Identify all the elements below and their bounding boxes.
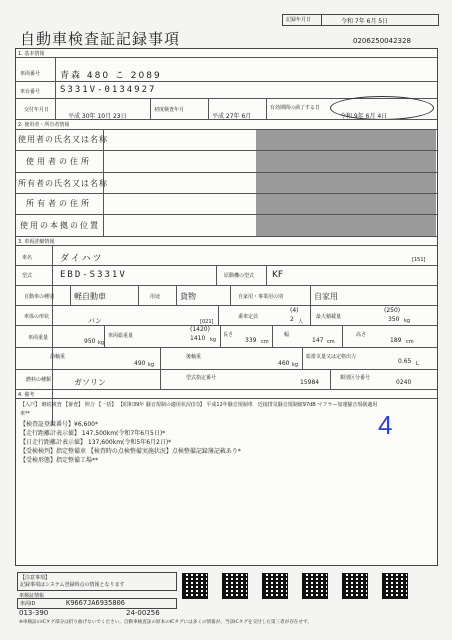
- handwritten-circle: [330, 96, 434, 120]
- divider: [218, 305, 219, 325]
- document-number: 0206250042328: [353, 37, 411, 45]
- body-label: 車体の形状: [24, 314, 50, 320]
- capacity-paren: (4): [290, 307, 299, 314]
- gross-value: 1410: [190, 335, 206, 342]
- qr-code: [222, 573, 248, 599]
- weight-unit: kg: [98, 340, 105, 346]
- notice-text: 記録事項はシステム登録時点の情報となります: [20, 582, 125, 588]
- model-label: 型式: [22, 273, 33, 279]
- vin-label: 車台番号: [20, 89, 41, 95]
- remark-line: 【日走行距離計表示値】 137,600km(令和5年6月2日)*: [20, 439, 172, 446]
- divider: [15, 150, 437, 151]
- width-value: 147: [312, 337, 324, 344]
- maker-code: [151]: [412, 257, 426, 263]
- notice-label: 【注意事項】: [20, 575, 51, 581]
- remark-line: 【入戸】 継続検査 【審査】 照合 【一括】 【昭和39年 騒音規制の適用状況(旧)】 平成12年騒音規制車 近接排気騒音規制値97dB マフラー加速騒音規制適用: [20, 402, 378, 408]
- section1-heading: 1. 基本情報: [18, 51, 45, 57]
- front-axle-unit: kg: [148, 362, 155, 368]
- divider: [15, 389, 437, 390]
- divider: [104, 325, 105, 347]
- divider: [160, 347, 161, 369]
- qr-code: [302, 573, 328, 599]
- divider: [55, 57, 56, 119]
- height-value: 189: [390, 337, 402, 344]
- load-value: 350: [388, 316, 400, 323]
- displacement-value: 0.65: [398, 358, 412, 365]
- footer-note: ※車検証のICタグ部分は折り曲げないでください。自動車検査証の原本のICタグには多くの情報が、当該ICタグを交付した第三者が存在せず。: [19, 620, 312, 625]
- height-label: 高さ: [356, 332, 367, 338]
- private-value: 自家用: [314, 292, 338, 301]
- vehicle-id-label: 車両ID: [20, 601, 36, 607]
- maker-value: ダイハツ: [60, 254, 104, 264]
- remark-line: 車**: [20, 411, 31, 417]
- divider: [15, 325, 437, 326]
- divider: [272, 325, 273, 347]
- divider: [15, 214, 437, 215]
- redaction-block: [256, 130, 436, 236]
- section2-heading: 2. 使用者・所有者情報: [18, 122, 70, 128]
- divider: [138, 285, 139, 305]
- divider: [15, 236, 437, 237]
- remark-line: 【受検検判】指定整備車 【検査時の点検整備実施状況】点検整備記録簿記載あり*: [20, 448, 241, 455]
- fuel-label: 燃料の種類: [26, 377, 52, 383]
- divider: [176, 285, 177, 305]
- record-date-label: 記録年月日: [286, 17, 312, 23]
- divider: [15, 398, 437, 399]
- first-inspection-label: 初度検査年月: [154, 107, 185, 113]
- load-paren: (250): [384, 307, 401, 314]
- divider: [15, 245, 437, 246]
- length-value: 339: [245, 337, 257, 344]
- owner-row-5: 使用の本拠の位置: [20, 221, 100, 230]
- divider: [15, 265, 437, 266]
- notice-box: [17, 572, 177, 591]
- divider: [160, 369, 161, 389]
- model-value: EBD-S331V: [60, 270, 127, 280]
- notice-sub: 車検証情報: [19, 593, 45, 599]
- qr-code: [342, 573, 368, 599]
- divider: [15, 347, 437, 348]
- body-value: バン: [88, 317, 102, 325]
- type-label: 自動車の種別: [24, 294, 55, 300]
- divider: [15, 119, 437, 120]
- body-code: [021]: [200, 319, 214, 325]
- registration-label: 交付年月日: [24, 107, 50, 113]
- divider: [220, 325, 221, 347]
- rear-axle-unit: kg: [292, 362, 299, 368]
- approval-label: 型式指定番号: [186, 375, 217, 381]
- remark-line: 【走行距離計表示値】 147,500km(令和7年6月5日)*: [20, 430, 166, 437]
- divider: [15, 81, 437, 82]
- load-label: 最大積載量: [316, 314, 342, 320]
- fuel-value: ガソリン: [74, 378, 106, 387]
- length-label: 長さ: [223, 332, 234, 338]
- vin-value: S331V-0134927: [60, 85, 157, 95]
- class-label: 類別区分番号: [340, 375, 371, 381]
- owner-row-1: 使用者の氏名又は名称: [18, 135, 108, 144]
- divider: [150, 98, 151, 119]
- displacement-label: 総排気量又は定格出力: [306, 354, 357, 360]
- capacity-unit: 人: [298, 319, 304, 325]
- owner-row-4: 所有者の住所: [26, 199, 92, 208]
- record-date-value: 令和 7年 6月 5日: [341, 18, 389, 25]
- weight-label: 車両重量: [28, 335, 49, 341]
- expiry-label: 有効期間の満了する日: [270, 105, 321, 111]
- capacity-label: 乗車定員: [238, 314, 259, 320]
- record-date-box: [282, 14, 439, 26]
- registration-value: 平成 30年 10月 23日: [68, 113, 127, 120]
- vehicle-id-value: K9667JA6935806: [66, 599, 126, 607]
- qr-code: [382, 573, 408, 599]
- first-inspection-value: 平成 27年 6月: [212, 113, 252, 120]
- footer-left-number: 013-390: [19, 609, 49, 617]
- divider: [266, 265, 267, 285]
- width-label: 幅: [284, 332, 290, 338]
- owner-row-2: 使用者の住所: [26, 157, 92, 166]
- owner-row-3: 所有者の氏名又は名称: [18, 179, 108, 188]
- document-frame: [15, 48, 438, 566]
- gross-label: 車両総重量: [108, 333, 134, 339]
- divider: [208, 98, 209, 119]
- width-unit: cm: [327, 339, 335, 345]
- engine-label: 原動機の型式: [224, 273, 255, 279]
- approval-value: 15984: [300, 379, 320, 386]
- remark-line: 【受検形態】指定整備工場**: [20, 457, 99, 464]
- divider: [15, 172, 437, 173]
- divider: [342, 325, 343, 347]
- gross-unit: kg: [210, 337, 217, 343]
- maker-label: 車名: [22, 255, 33, 261]
- divider: [15, 285, 437, 286]
- divider: [15, 305, 437, 306]
- footer-mid-number: 24-00256: [126, 609, 160, 617]
- divider: [302, 347, 303, 369]
- plate-value: 青森 480 こ 2089: [60, 71, 162, 81]
- record-date-divider: [321, 15, 322, 25]
- private-label: 自家用・事業用の別: [238, 294, 284, 300]
- expiry-value: 令和 9年 6月 4日: [340, 113, 388, 120]
- class-value: 0240: [396, 379, 412, 386]
- qr-code: [182, 573, 208, 599]
- divider: [15, 193, 437, 194]
- height-unit: cm: [406, 339, 414, 345]
- weight-value: 950: [84, 338, 96, 345]
- divider: [310, 305, 311, 325]
- divider: [330, 369, 331, 389]
- length-unit: cm: [261, 339, 269, 345]
- gross-paren: (1420): [190, 326, 210, 333]
- use-value: 貨物: [180, 292, 196, 301]
- divider: [15, 369, 437, 370]
- section3-heading: 3. 車両詳細情報: [18, 239, 55, 245]
- front-axle-value: 490: [134, 360, 146, 367]
- divider: [15, 57, 437, 58]
- divider: [266, 98, 267, 119]
- engine-value: KF: [272, 270, 284, 280]
- divider: [216, 265, 217, 285]
- rear-axle-label: 後軸重: [186, 354, 202, 360]
- capacity-value: 2: [290, 316, 294, 323]
- load-unit: kg: [404, 318, 411, 324]
- section4-heading: 4. 備考: [18, 392, 35, 398]
- qr-code: [262, 573, 288, 599]
- plate-label: 車両番号: [20, 71, 41, 77]
- type-value: 軽自動車: [74, 292, 106, 301]
- document-title: 自動車検査証記録事項: [20, 30, 181, 48]
- vehicle-id-box: [17, 598, 177, 609]
- divider: [70, 285, 71, 305]
- handwritten-mark: 4: [378, 410, 393, 440]
- use-label: 用途: [150, 294, 161, 300]
- rear-axle-value: 460: [278, 360, 290, 367]
- displacement-unit: L: [416, 361, 419, 367]
- divider: [230, 285, 231, 305]
- divider: [310, 285, 311, 305]
- remark-line: 【検査証登録番号】¥6,600*: [20, 421, 98, 428]
- front-axle-label: 前軸重: [50, 354, 66, 360]
